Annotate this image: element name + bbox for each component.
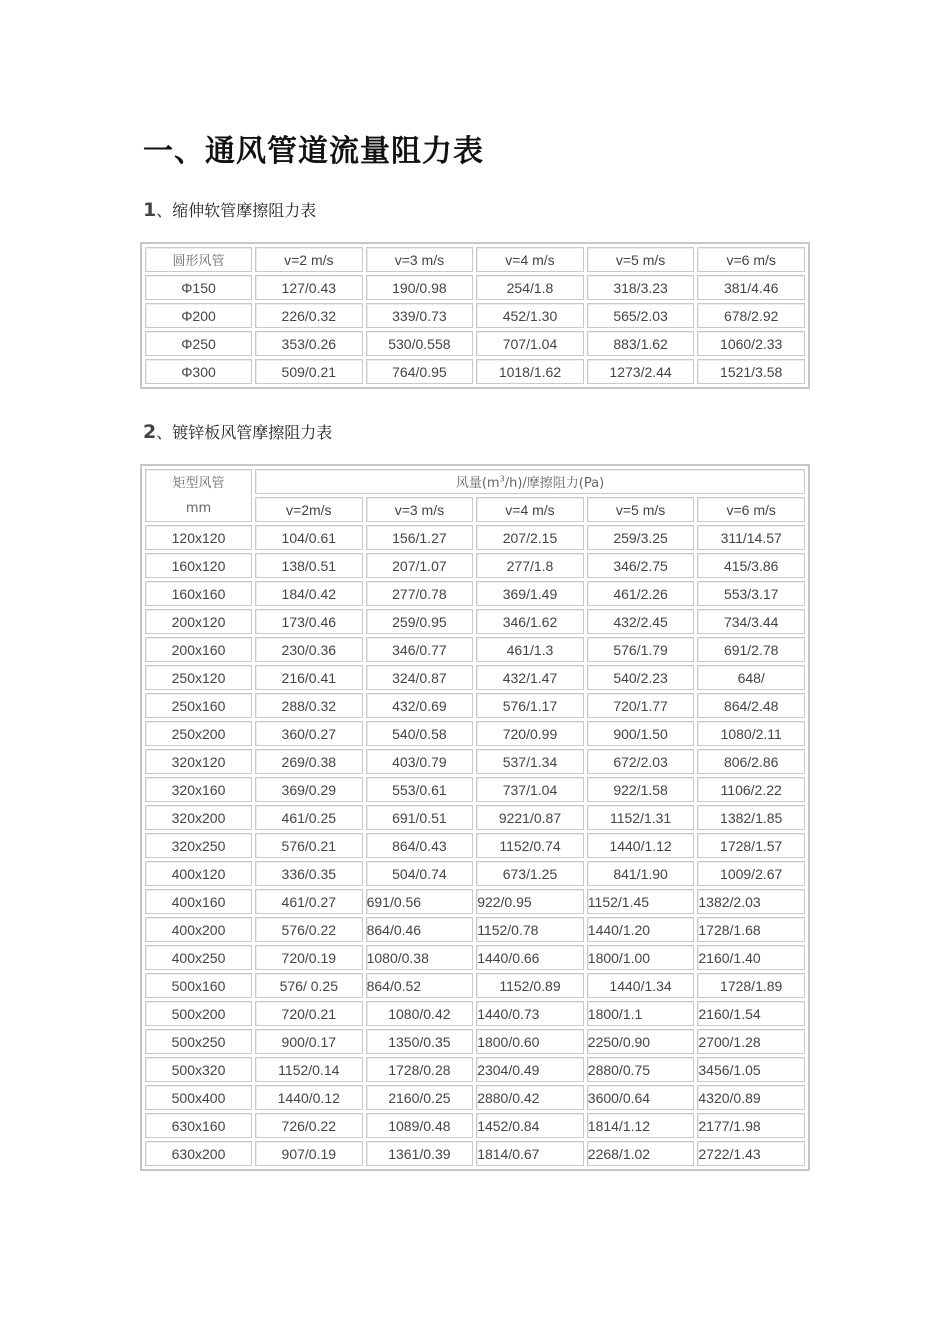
value-cell: 841/1.90 [587,861,695,886]
value-cell: 2250/0.90 [587,1029,695,1054]
value-cell: 1152/0.78 [476,917,584,942]
table-header-row [145,247,805,272]
value-cell: 540/0.58 [366,721,474,746]
value-cell: 720/0.99 [476,721,584,746]
rowhead-unit: mm [185,500,212,516]
table-row [145,1141,805,1166]
value-cell: 509/0.21 [255,359,363,384]
value-cell: 311/14.57 [697,525,805,550]
value-cell: 324/0.87 [366,665,474,690]
value-cell: 806/2.86 [697,749,805,774]
size-cell: 250x160 [145,693,252,718]
value-cell: 2160/1.54 [697,1001,805,1026]
value-cell: 504/0.74 [366,861,474,886]
value-cell: 737/1.04 [476,777,584,802]
size-cell: 500x250 [145,1029,252,1054]
value-cell: 277/1.8 [476,553,584,578]
value-cell: 1106/2.22 [697,777,805,802]
value-cell: 691/0.56 [366,889,474,914]
value-cell: 318/3.23 [587,275,695,300]
header-cell: v=4 m/s [476,247,584,272]
value-cell: 2722/1.43 [697,1141,805,1166]
value-cell: 576/0.21 [255,833,363,858]
value-cell: 127/0.43 [255,275,363,300]
size-cell: 630x200 [145,1141,252,1166]
value-cell: 864/0.52 [366,973,474,998]
value-cell: 883/1.62 [587,331,695,356]
header-cell: v=3 m/s [366,247,474,272]
speed-cell: v=4 m/s [476,497,584,522]
flexible-duct-friction-table [140,242,810,389]
value-cell: 1440/0.66 [476,945,584,970]
value-cell: 1728/0.28 [366,1057,474,1082]
value-cell: 1440/1.20 [587,917,695,942]
value-cell: 565/2.03 [587,303,695,328]
value-cell: 900/1.50 [587,721,695,746]
value-cell: 720/0.19 [255,945,363,970]
rowhead-cell [145,469,252,522]
value-cell: 1080/0.42 [366,1001,474,1026]
value-cell: 553/0.61 [366,777,474,802]
header-cell: v=6 m/s [697,247,805,272]
value-cell: 1728/1.57 [697,833,805,858]
size-cell: Φ300 [145,359,252,384]
value-cell: 2304/0.49 [476,1057,584,1082]
value-cell: 1350/0.35 [366,1029,474,1054]
value-cell: 1152/0.74 [476,833,584,858]
table-row [145,833,805,858]
size-cell: 200x160 [145,637,252,662]
value-cell: 1152/0.89 [476,973,584,998]
value-cell: 576/1.17 [476,693,584,718]
value-cell: 1814/0.67 [476,1141,584,1166]
value-cell: 339/0.73 [366,303,474,328]
size-cell: 500x160 [145,973,252,998]
value-cell: 2177/1.98 [697,1113,805,1138]
size-cell: 400x120 [145,861,252,886]
value-cell: 415/3.86 [697,553,805,578]
table-row [145,665,805,690]
value-cell: 764/0.95 [366,359,474,384]
section-2-title: 、镀锌板风管摩擦阻力表 [156,423,333,442]
size-cell: 320x160 [145,777,252,802]
table-row [145,359,805,384]
value-cell: 184/0.42 [255,581,363,606]
group-header-cell: 风量$(m^3/h)/$摩擦阻力(Pa) [255,469,805,494]
table-row [145,1113,805,1138]
value-cell: 226/0.32 [255,303,363,328]
value-cell: 2160/1.40 [697,945,805,970]
value-cell: 381/4.46 [697,275,805,300]
speed-cell: v=6 m/s [697,497,805,522]
value-cell: 1361/0.39 [366,1141,474,1166]
value-cell: 2880/0.42 [476,1085,584,1110]
value-cell: 2880/0.75 [587,1057,695,1082]
table-row [145,777,805,802]
value-cell: 1440/1.34 [587,973,695,998]
value-cell: 900/0.17 [255,1029,363,1054]
value-cell: 1080/0.38 [366,945,474,970]
value-cell: 673/1.25 [476,861,584,886]
section-1-number: 1 [143,199,157,221]
value-cell: 576/1.79 [587,637,695,662]
value-cell: 1440/0.73 [476,1001,584,1026]
value-cell: 207/2.15 [476,525,584,550]
value-cell: 173/0.46 [255,609,363,634]
value-cell: 277/0.78 [366,581,474,606]
value-cell: 9221/0.87 [476,805,584,830]
value-cell: 691/2.78 [697,637,805,662]
value-cell: 922/0.95 [476,889,584,914]
table-row [145,637,805,662]
value-cell: 207/1.07 [366,553,474,578]
header-cell: 圆形风管 [145,247,252,272]
value-cell: 432/2.45 [587,609,695,634]
table-row [145,945,805,970]
value-cell: 2160/0.25 [366,1085,474,1110]
galvanized-duct-friction-table [140,464,810,1171]
galvanized-duct-table-body [145,469,805,1166]
value-cell: 1728/1.68 [697,917,805,942]
section-2-number: 2 [143,421,157,443]
size-cell: 630x160 [145,1113,252,1138]
size-cell: 200x120 [145,609,252,634]
value-cell: 254/1.8 [476,275,584,300]
table-row [145,1085,805,1110]
value-cell: 1080/2.11 [697,721,805,746]
size-cell: 320x250 [145,833,252,858]
value-cell: 461/0.25 [255,805,363,830]
value-cell: 540/2.23 [587,665,695,690]
value-cell: 230/0.36 [255,637,363,662]
value-cell: 1060/2.33 [697,331,805,356]
value-cell: 1800/0.60 [476,1029,584,1054]
speed-cell: v=2m/s [255,497,363,522]
rowhead-label: 矩型风管 [172,475,225,491]
value-cell: 259/0.95 [366,609,474,634]
size-cell: 500x400 [145,1085,252,1110]
value-cell: 864/0.46 [366,917,474,942]
table-row [145,721,805,746]
section-1-title: 、缩伸软管摩擦阻力表 [156,201,317,220]
size-cell: 160x120 [145,553,252,578]
value-cell: 360/0.27 [255,721,363,746]
value-cell: 403/0.79 [366,749,474,774]
value-cell: 3600/0.64 [587,1085,695,1110]
value-cell: 1800/1.1 [587,1001,695,1026]
table-row [145,805,805,830]
size-cell: 250x120 [145,665,252,690]
value-cell: 3456/1.05 [697,1057,805,1082]
table-row [145,1057,805,1082]
value-cell: 259/3.25 [587,525,695,550]
value-cell: 190/0.98 [366,275,474,300]
size-cell: Φ200 [145,303,252,328]
value-cell: 2700/1.28 [697,1029,805,1054]
table-row [145,1001,805,1026]
size-cell: 160x160 [145,581,252,606]
value-cell: 1452/0.84 [476,1113,584,1138]
value-cell: 432/0.69 [366,693,474,718]
value-cell: 907/0.19 [255,1141,363,1166]
table-row [145,553,805,578]
table-row [145,889,805,914]
value-cell: 104/0.61 [255,525,363,550]
value-cell: 369/0.29 [255,777,363,802]
table-row [145,973,805,998]
size-cell: 250x200 [145,721,252,746]
value-cell: 432/1.47 [476,665,584,690]
table-header-row [145,469,805,494]
value-cell: 4320/0.89 [697,1085,805,1110]
value-cell: 864/2.48 [697,693,805,718]
size-cell: 400x200 [145,917,252,942]
value-cell: 353/0.26 [255,331,363,356]
value-cell: 156/1.27 [366,525,474,550]
value-cell: 537/1.34 [476,749,584,774]
value-cell: 922/1.58 [587,777,695,802]
value-cell: 1800/1.00 [587,945,695,970]
value-cell: 576/0.22 [255,917,363,942]
value-cell: 2268/1.02 [587,1141,695,1166]
value-cell: 1152/1.45 [587,889,695,914]
table-row [145,303,805,328]
table-row [145,693,805,718]
size-cell: 120x120 [145,525,252,550]
size-cell: 400x250 [145,945,252,970]
value-cell: 720/0.21 [255,1001,363,1026]
value-cell: 1521/3.58 [697,359,805,384]
value-cell: 1018/1.62 [476,359,584,384]
table-row [145,525,805,550]
table-row [145,581,805,606]
value-cell: 678/2.92 [697,303,805,328]
value-cell: 1382/1.85 [697,805,805,830]
value-cell: 1382/2.03 [697,889,805,914]
size-cell: Φ250 [145,331,252,356]
value-cell: 707/1.04 [476,331,584,356]
value-cell: 269/0.38 [255,749,363,774]
value-cell: 369/1.49 [476,581,584,606]
value-cell: 1089/0.48 [366,1113,474,1138]
value-cell: 1440/1.12 [587,833,695,858]
value-cell: 346/2.75 [587,553,695,578]
section-2-heading [143,420,332,443]
size-cell: 320x200 [145,805,252,830]
speed-cell: v=5 m/s [587,497,695,522]
size-cell: 320x120 [145,749,252,774]
header-cell: v=5 m/s [587,247,695,272]
value-cell: 1273/2.44 [587,359,695,384]
value-cell: 691/0.51 [366,805,474,830]
size-cell: Φ150 [145,275,252,300]
value-cell: 1814/1.12 [587,1113,695,1138]
page-title: 一、通风管道流量阻力表 [143,134,484,169]
size-cell: 400x160 [145,889,252,914]
value-cell: 346/0.77 [366,637,474,662]
value-cell: 864/0.43 [366,833,474,858]
value-cell: 726/0.22 [255,1113,363,1138]
value-cell: 336/0.35 [255,861,363,886]
table-row [145,609,805,634]
table-row [145,275,805,300]
size-cell: 500x320 [145,1057,252,1082]
value-cell: 346/1.62 [476,609,584,634]
table-row [145,749,805,774]
section-1-heading [143,198,316,221]
table-row [145,917,805,942]
value-cell: 648/ [697,665,805,690]
header-cell: v=2 m/s [255,247,363,272]
value-cell: 1440/0.12 [255,1085,363,1110]
value-cell: 1728/1.89 [697,973,805,998]
size-cell: 500x200 [145,1001,252,1026]
value-cell: 461/1.3 [476,637,584,662]
value-cell: 452/1.30 [476,303,584,328]
value-cell: 461/0.27 [255,889,363,914]
table-row [145,1029,805,1054]
value-cell: 720/1.77 [587,693,695,718]
value-cell: 138/0.51 [255,553,363,578]
table-row [145,861,805,886]
value-cell: 1152/1.31 [587,805,695,830]
value-cell: 288/0.32 [255,693,363,718]
value-cell: 530/0.558 [366,331,474,356]
table-row [145,331,805,356]
value-cell: 672/2.03 [587,749,695,774]
value-cell: 553/3.17 [697,581,805,606]
value-cell: 216/0.41 [255,665,363,690]
value-cell: 461/2.26 [587,581,695,606]
value-cell: 1009/2.67 [697,861,805,886]
speed-cell: v=3 m/s [366,497,474,522]
value-cell: 576/ 0.25 [255,973,363,998]
flexible-duct-table-body [145,247,805,384]
value-cell: 1152/0.14 [255,1057,363,1082]
value-cell: 734/3.44 [697,609,805,634]
